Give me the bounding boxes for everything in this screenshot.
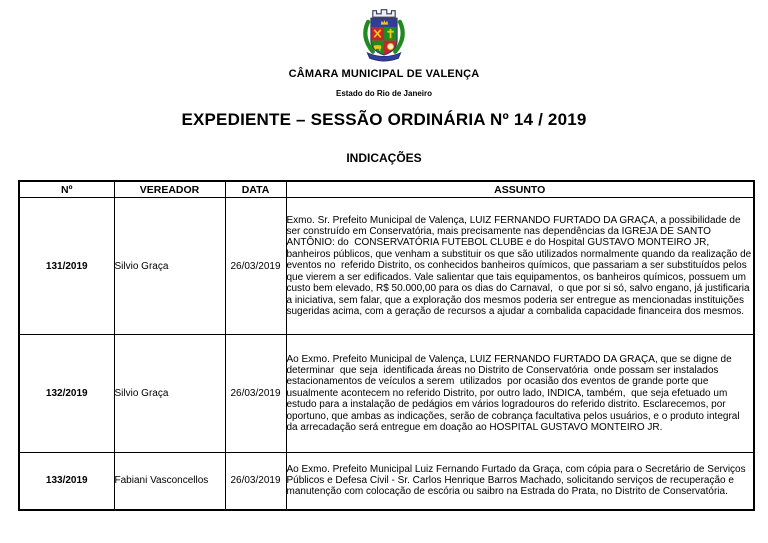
table-row [19, 198, 754, 335]
org-name: CÂMARA MUNICIPAL DE VALENÇA [288, 68, 480, 80]
table-row [19, 335, 754, 453]
cell-data: 26/03/2019 [225, 453, 286, 510]
cell-numero: 133/2019 [19, 453, 114, 510]
cell-data: 26/03/2019 [225, 198, 286, 335]
column-header-assunto: ASSUNTO [286, 181, 754, 198]
section-title: INDICAÇÕES [346, 151, 422, 165]
logo-container [0, 6, 768, 62]
column-header-numero: Nº [19, 181, 114, 198]
cell-numero: 132/2019 [19, 335, 114, 453]
org-subtitle: Estado do Rio de Janeiro [335, 89, 432, 98]
page-title: EXPEDIENTE – SESSÃO ORDINÁRIA Nº 14 / 2019 [181, 110, 587, 129]
cell-vereador: Fabiani Vasconcellos [114, 453, 225, 510]
cell-numero: 131/2019 [19, 198, 114, 335]
cell-vereador: Silvio Graça [114, 335, 225, 453]
cell-assunto: Ao Exmo. Prefeito Municipal de Valença, LUIZ FERNANDO FURTADO DA GRAÇA, que se digne de determinar que seja identificada áreas no Distrito de Conservatória onde possam ser instalados estacionamentos de veículos a serem utilizados por ocasião dos eventos de grande porte que usualmente acontecem no referido Distrito, por outro lado, INDICA, também, que seja efetuado um estudo para a instalação de pedágios em vários logradouros do referido distrito. Esclarecemos, por oportuno, que ambas as indicações, serão de cobrança facultativa pelos usuários, e o produto integral da arrecadação será entregue em doação ao HOSPITAL GUSTAVO MONTEIRO JR. [286, 335, 754, 453]
mural-crown [373, 10, 395, 17]
cell-data: 26/03/2019 [225, 335, 286, 453]
table-row [19, 453, 754, 510]
cell-assunto: Exmo. Sr. Prefeito Municipal de Valença, LUIZ FERNANDO FURTADO DA GRAÇA, a possibilidade de ser construído em Conservatória, mais precisamente nas dependências da IGREJA DE SANTO ANTÔNIO: do CONSERVATÓRIA FUTEBOL CLUBE e do Hospital GUSTAVO MONTEIRO JR, banheiros públicos, que venham a substituir os que são utilizados normalmente quando da realização de eventos no referido Distrito, os conhecidos banheiros químicos, que passariam a ser substituídos pelos que vierem a ser edificados. Vale salientar que tais equipamentos, os banheiros químicos, possuem um custo bem elevado, R$ 50.000,00 para os dias do Carnaval, o que por si só, salvo engano, já justificaria a iniciativa, sem falar, que a exploração dos mesmos poderia ser entregue as mencionadas instituições sugeridas acima, com a geração de recursos a ajudar a combalida capacidade financeira dos mesmos. [286, 198, 754, 335]
indicacoes-table [18, 180, 755, 511]
cell-vereador: Silvio Graça [114, 198, 225, 335]
document-header [0, 0, 768, 165]
column-header-data: DATA [225, 181, 286, 198]
table-header-row [19, 181, 754, 198]
column-header-vereador: VEREADOR [114, 181, 225, 198]
valenca-coat-of-arms-logo [356, 6, 412, 62]
cell-assunto: Ao Exmo. Prefeito Municipal Luiz Fernando Furtado da Graça, com cópia para o Secretário de Serviços Públicos e Defesa Civil - Sr. Carlos Henrique Barros Machado, solicitando serviços de recuperação e manutenção com colocação de escória ou saibro na Estrada do Prata, no Distrito de Conservatória. [286, 453, 754, 510]
